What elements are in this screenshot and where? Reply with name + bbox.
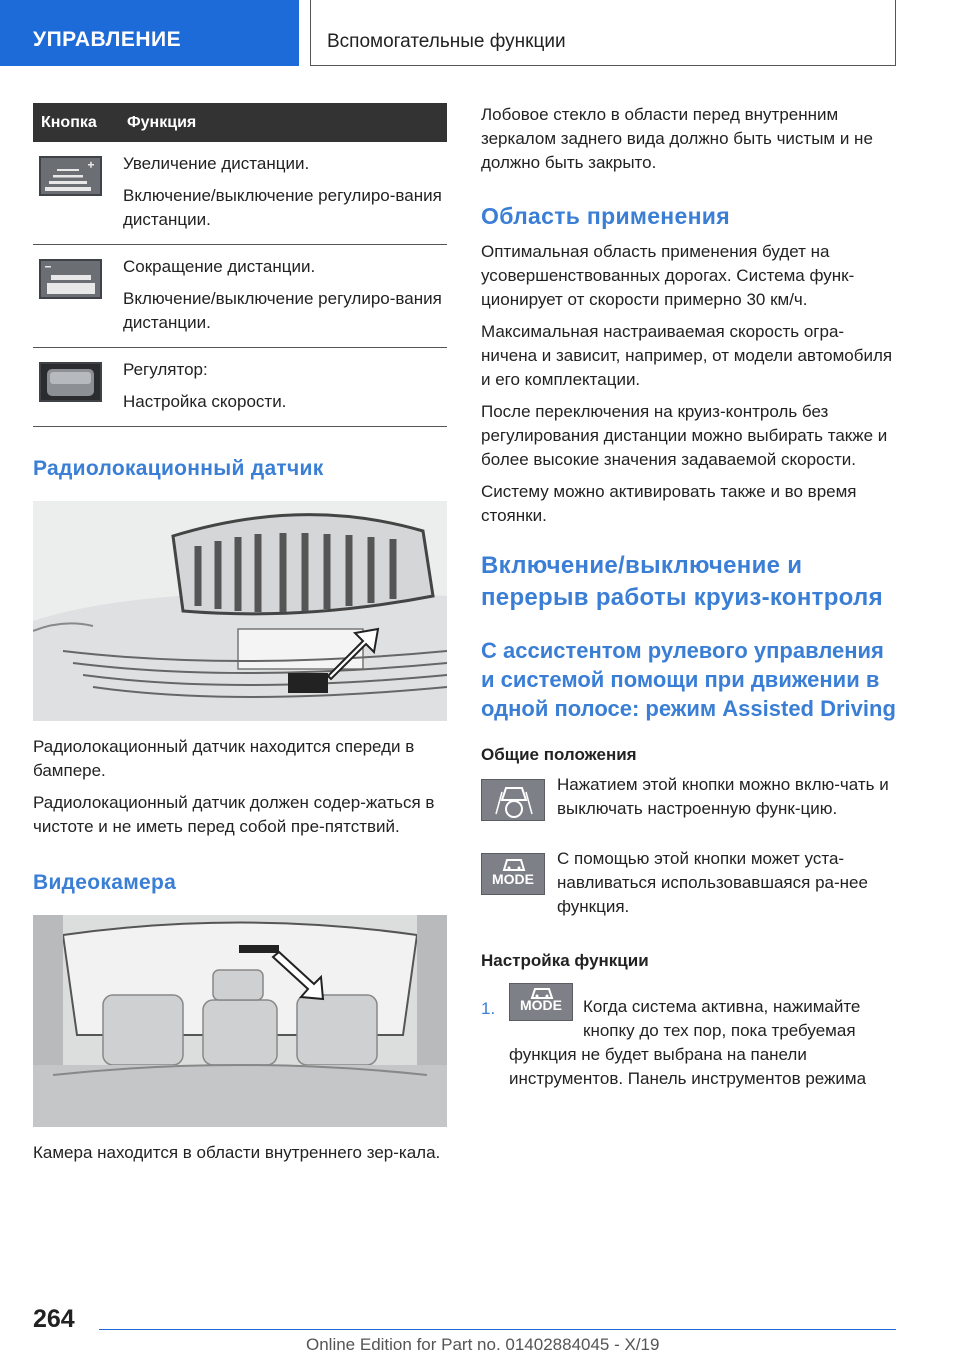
row-function-title: Сокращение дистанции. xyxy=(123,257,316,276)
radar-sensor-image xyxy=(33,501,447,721)
right-column xyxy=(481,103,896,1091)
table-header-function: Функция xyxy=(119,103,447,142)
rocker-switch-icon xyxy=(39,362,102,402)
distance-decrease-icon xyxy=(39,259,102,299)
general-item-1 xyxy=(481,773,896,825)
row-function-title: Увеличение дистанции. xyxy=(123,154,310,173)
page-number: 264 xyxy=(33,1305,75,1333)
onoff-heading: Включение/выключение и перерыв работы круиз-контроля xyxy=(481,552,883,611)
area-paragraph-2: Максимальная настраиваемая скорость огра-ничена и зависит, например, от модели автомобиля и его комплектации. xyxy=(481,322,893,389)
row-function-desc: Включение/выключение регулиро-вания дистанции. xyxy=(123,186,442,229)
table-row xyxy=(33,142,447,245)
header-chapter-title: Вспомогательные функции xyxy=(327,31,566,52)
table-row xyxy=(33,245,447,348)
left-column xyxy=(33,103,447,1173)
step-number: 1. xyxy=(481,999,496,1018)
footer-divider xyxy=(99,1329,896,1330)
radar-paragraph-1: Радиолокационный датчик находится спереди в бампере. xyxy=(33,737,415,780)
camera-heading: Видеокамера xyxy=(33,871,177,894)
step-text: Когда система активна, нажимайте кнопку до тех пор, пока требуемая функция не будет выбрана на панели инструментов. Панель инструментов режима xyxy=(509,997,867,1088)
general-item-2 xyxy=(481,847,896,919)
footer-edition: Online Edition for Part no. 01402884045 - X/19 xyxy=(306,1335,660,1354)
windshield-paragraph: Лобовое стекло в области перед внутренним зеркалом заднего вида должно быть чистым и не должно быть закрыто. xyxy=(481,105,873,172)
distance-increase-icon xyxy=(39,156,102,196)
row-function-desc: Настройка скорости. xyxy=(123,392,287,411)
mode-label: MODE xyxy=(520,997,562,1013)
header-section-tab xyxy=(0,0,299,66)
radar-heading: Радиолокационный датчик xyxy=(33,457,324,480)
assisted-driving-heading: С ассистентом рулевого управления и системой помощи при движении в одной полосе: режим Assisted Driving xyxy=(481,638,896,721)
row-function-desc: Включение/выключение регулиро-вания дистанции. xyxy=(123,289,442,332)
setting-step-1 xyxy=(481,983,896,1091)
area-paragraph-4: Систему можно активировать также и во время стоянки. xyxy=(481,482,857,525)
mode-label: MODE xyxy=(492,871,534,887)
general-heading: Общие положения xyxy=(481,745,637,764)
header-chapter-box xyxy=(310,0,896,66)
table-header-button: Кнопка xyxy=(33,103,119,142)
area-paragraph-3: После переключения на круиз-контроль без регулирования дистанции можно выбирать также и более высокие значения задаваемой скорости. xyxy=(481,402,888,469)
camera-image xyxy=(33,915,447,1127)
area-heading: Область применения xyxy=(481,203,730,229)
mode-button-icon xyxy=(481,853,545,895)
button-function-table xyxy=(33,103,447,427)
radar-paragraph-2: Радиолокационный датчик должен содер-жаться в чистоте и не иметь перед собой пре-пятствий. xyxy=(33,793,435,836)
general-paragraph-2: С помощью этой кнопки может уста-навливаться использовавшаяся ра-нее функция. xyxy=(557,849,868,916)
area-paragraph-1: Оптимальная область применения будет на усовершенствованных дорогах. Система функ-ционирует от скорости примерно 30 км/ч. xyxy=(481,242,855,309)
row-function-title: Регулятор: xyxy=(123,360,208,379)
camera-paragraph-1: Камера находится в области внутреннего зер-кала. xyxy=(33,1143,441,1162)
steering-assist-icon xyxy=(481,779,545,821)
general-paragraph-1: Нажатием этой кнопки можно вклю-чать и выключать настроенную функ-цию. xyxy=(557,775,889,818)
table-row xyxy=(33,348,447,427)
setting-heading: Настройка функции xyxy=(481,951,649,970)
header-section-title: УПРАВЛЕНИЕ xyxy=(33,28,182,51)
mode-button-icon xyxy=(509,983,573,1021)
